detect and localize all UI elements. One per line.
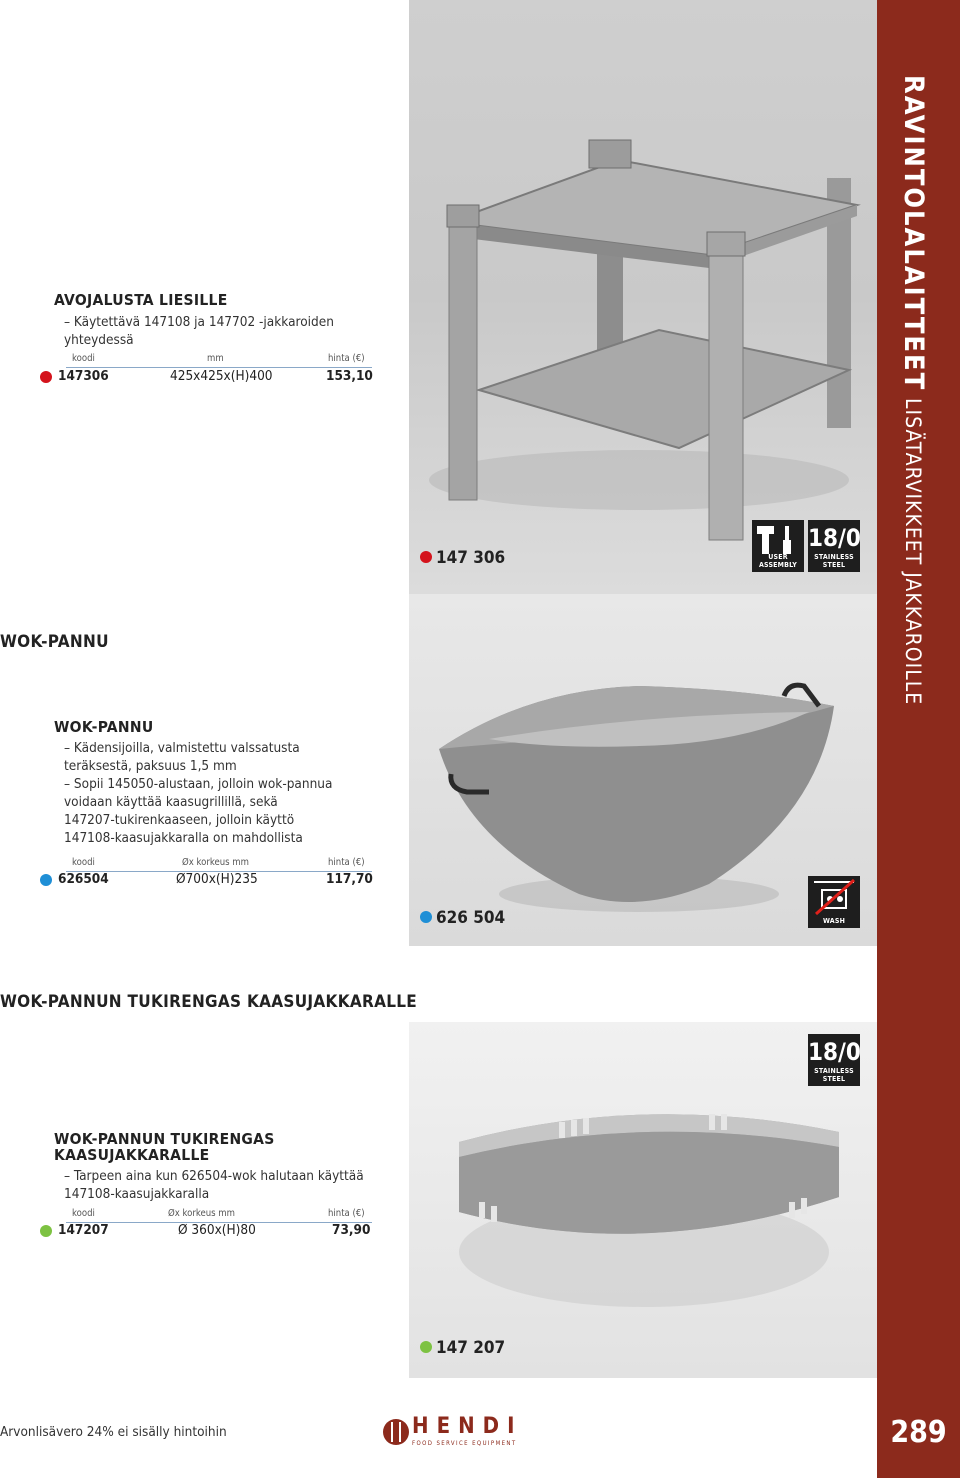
- stainless-steel-badge: 18/0 STAINLESS STEEL: [808, 520, 860, 572]
- product-bullet: – Sopii 145050-alustaan, jolloin wok-pannua voidaan käyttää kaasugrillillä, sekä 147207-tukirenkaaseen, jolloin käyttö 147108-kaasujakkaralla on mahdollista: [64, 776, 333, 846]
- wok-illustration: [409, 594, 877, 946]
- spec-header-row: koodi Øx korkeus mm hinta (€): [72, 1208, 365, 1219]
- spec-value-row: 626504 Ø700x(H)235 117,70: [58, 871, 373, 887]
- side-subcategory-title: LISÄTARVIKKEET JAKKAROILLE: [901, 398, 925, 706]
- product-title: WOK-PANNU: [54, 718, 154, 736]
- product-stand-block: [54, 291, 394, 349]
- stand-photo-caption: 147 306: [420, 548, 505, 568]
- stainless-steel-badge-2: 18/0 STAINLESS STEEL: [808, 1034, 860, 1086]
- no-dishwasher-icon: [808, 876, 860, 918]
- section-title-wok: WOK-PANNU: [0, 632, 109, 652]
- cutlery-icon: [382, 1414, 410, 1450]
- spec-header-row: koodi Øx korkeus mm hinta (€): [72, 857, 365, 868]
- user-assembly-badge: USER ASSEMBLY: [752, 520, 804, 572]
- vat-note: Arvonlisävero 24% ei sisälly hintoihin: [0, 1424, 227, 1440]
- stand-illustration: [409, 0, 877, 594]
- product-ring-block: [54, 1130, 394, 1203]
- page-number-box: [877, 1385, 960, 1478]
- spec-value-row: 147306 425x425x(H)400 153,10: [58, 368, 373, 384]
- page-number: 289: [890, 1415, 947, 1450]
- green-dot-icon: [420, 1341, 432, 1353]
- section-title-ring: WOK-PANNUN TUKIRENGAS KAASUJAKKARALLE: [0, 992, 418, 1012]
- wok-photo: [409, 594, 877, 946]
- product-title-line-2: KAASUJAKKARALLE: [54, 1146, 210, 1164]
- product-title: AVOJALUSTA LIESILLE: [54, 291, 228, 309]
- product-bullet: – Tarpeen aina kun 626504-wok halutaan käyttää 147108-kaasujakkaralla: [64, 1168, 364, 1202]
- ring-photo: [409, 1022, 877, 1378]
- product-bullet: – Kädensijoilla, valmistettu valssatusta teräksestä, paksuus 1,5 mm: [64, 740, 300, 774]
- blue-dot-icon: [420, 911, 432, 923]
- spec-value-row: 147207 Ø 360x(H)80 73,90: [58, 1222, 371, 1238]
- product-wok-block: [54, 718, 394, 847]
- hendi-logo: HENDI FOOD SERVICE EQUIPMENT: [382, 1414, 502, 1450]
- spec-header-row: koodi mm hinta (€): [72, 353, 365, 364]
- product-bullet: – Käytettävä 147108 ja 147702 -jakkaroiden yhteydessä: [64, 314, 334, 348]
- ring-illustration: [409, 1022, 877, 1378]
- product-title: WOK-PANNUN TUKIRENGAS: [54, 1130, 275, 1148]
- red-dot-icon: [420, 551, 432, 563]
- ring-photo-caption: 147 207: [420, 1338, 505, 1358]
- wok-photo-caption: 626 504: [420, 908, 505, 928]
- stand-photo: [409, 0, 877, 594]
- no-dishwasher-badge: WASH: [808, 876, 860, 928]
- side-category-title: RAVINTOLALAITTEET: [898, 75, 929, 392]
